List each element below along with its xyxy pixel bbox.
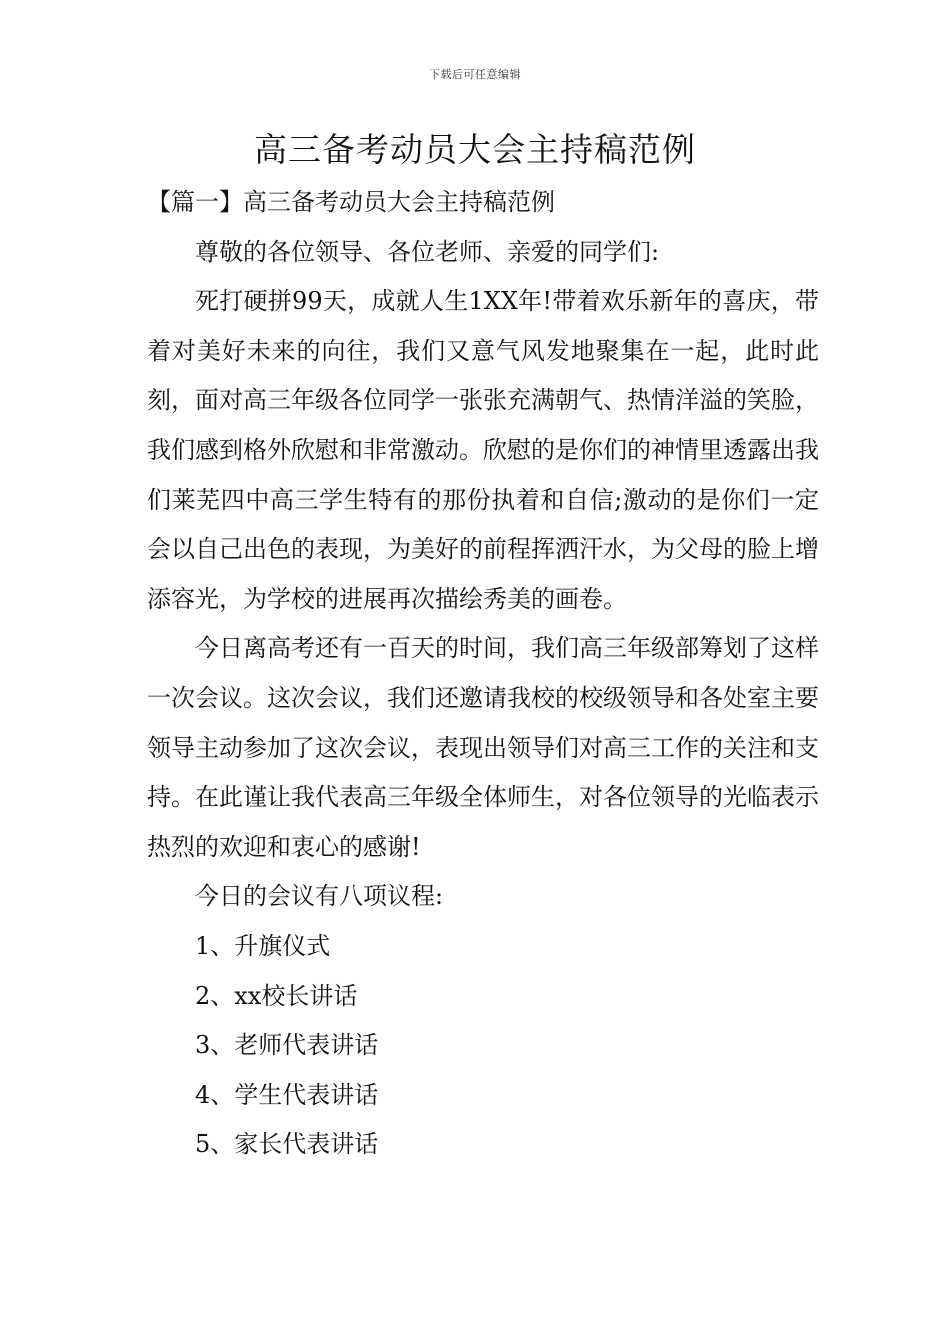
document-body — [147, 178, 819, 1170]
paragraph-agenda-intro: 今日的会议有八项议程: — [195, 882, 444, 911]
salutation: 尊敬的各位领导、各位老师、亲爱的同学们: — [195, 237, 660, 266]
agenda-item: 3、老师代表讲话 — [195, 1031, 379, 1060]
paragraph-meeting-intro: 今日离高考还有一百天的时间，我们高三年级部筹划了这样一次会议。这次会议，我们还邀请我校的校级领导和各处室主要领导主动参加了这次会议，表现出领导们对高三工作的关注和支持。在此谨让我代表高三年级全体师生，对各位领导的光临表示热烈的欢迎和衷心的感谢! — [147, 634, 819, 861]
paragraph-opening: 死打硬拼99天，成就人生1XX年!带着欢乐新年的喜庆，带着对美好未来的向往，我们又意气风发地聚集在一起，此时此刻，面对高三年级各位同学一张张充满朝气、热情洋溢的笑脸，我们感到格外欣慰和非常激动。欣慰的是你们的神情里透露出我们莱芜四中高三学生特有的那份执着和自信;激动的是你们一定会以自己出色的表现，为美好的前程挥洒汗水，为父母的脸上增添容光，为学校的进展再次描绘秀美的画卷。 — [147, 287, 819, 613]
document-title: 高三备考动员大会主持稿范例 — [254, 130, 696, 169]
agenda-item: 5、家长代表讲话 — [195, 1130, 379, 1159]
agenda-item: 1、升旗仪式 — [195, 931, 331, 960]
agenda-item: 2、xx校长讲话 — [195, 981, 358, 1010]
section-heading: 【篇一】高三备考动员大会主持稿范例 — [147, 188, 555, 216]
header-note: 下载后可任意编辑 — [429, 68, 521, 81]
agenda-list — [147, 922, 819, 1170]
agenda-item: 4、学生代表讲话 — [195, 1080, 379, 1109]
